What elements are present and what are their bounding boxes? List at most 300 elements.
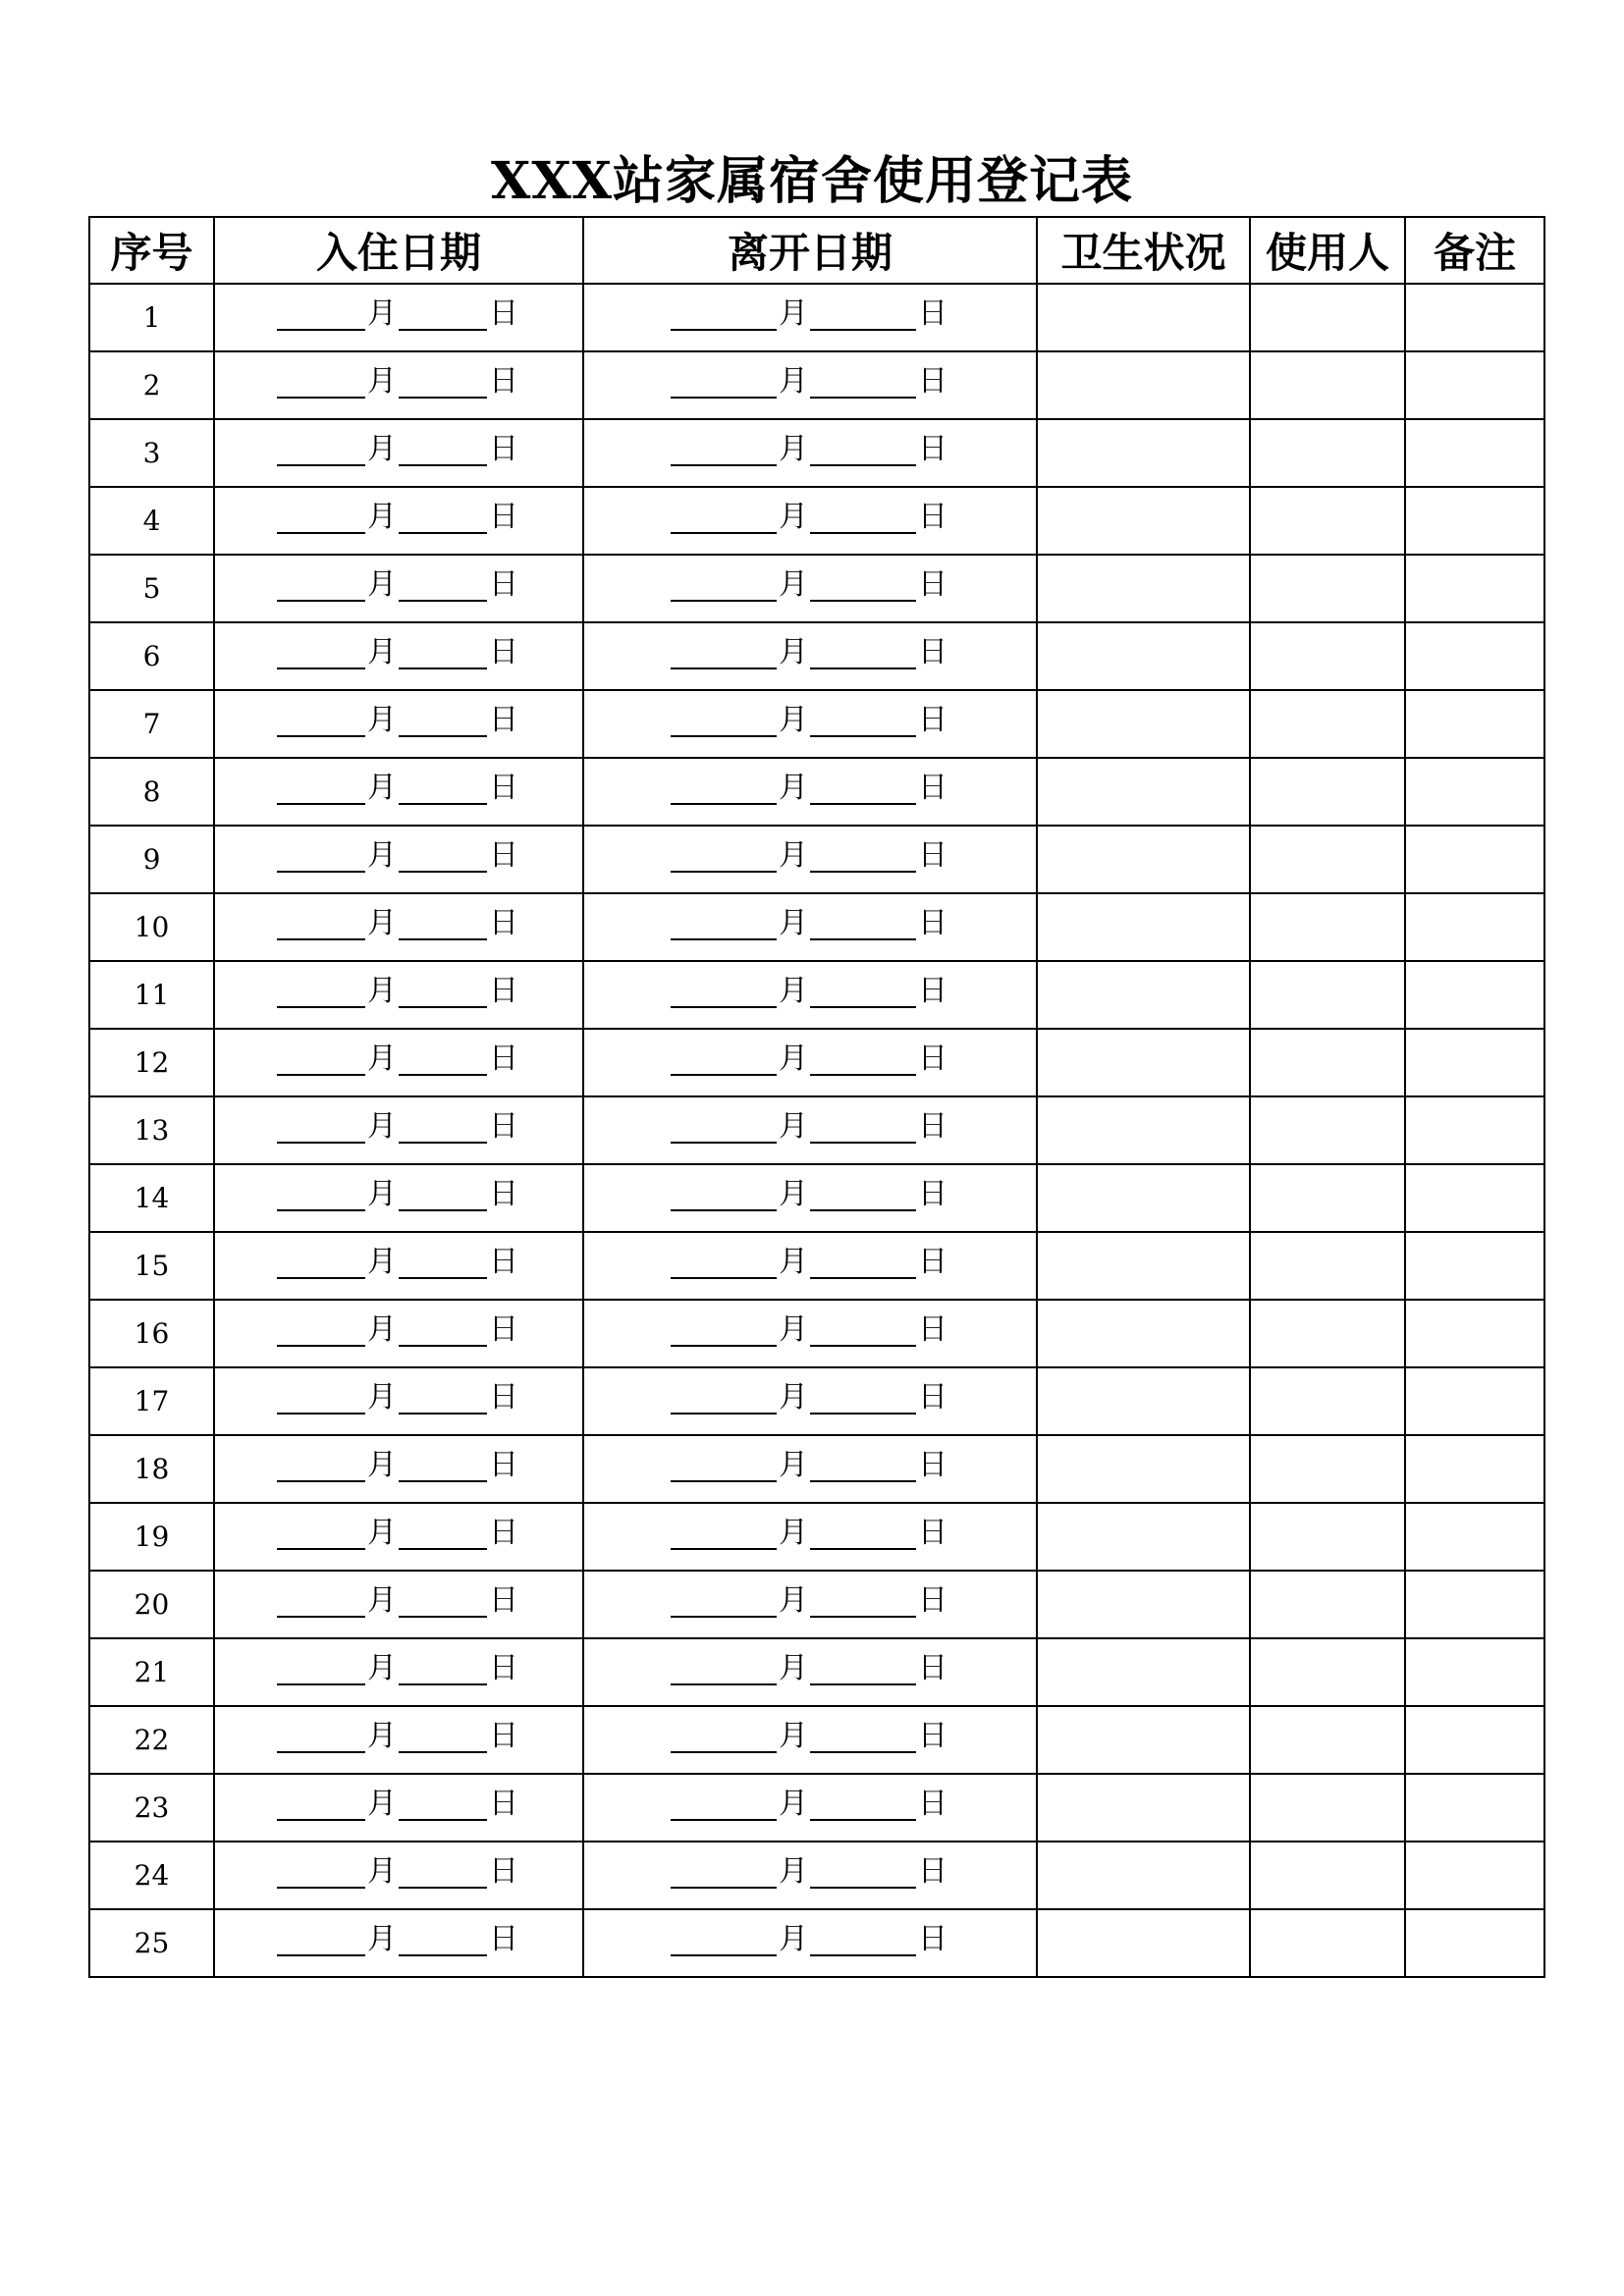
row-seq-number: 21 (89, 1638, 214, 1706)
user-cell[interactable] (1250, 826, 1405, 893)
checkin-date-cell[interactable] (214, 1435, 583, 1503)
checkin-date-cell[interactable] (214, 690, 583, 758)
user-cell[interactable] (1250, 1435, 1405, 1503)
day-blank[interactable] (399, 977, 487, 1008)
remarks-cell[interactable] (1405, 893, 1544, 961)
hygiene-cell[interactable] (1037, 1638, 1250, 1706)
day-label: 日 (918, 1245, 947, 1279)
checkout-date-cell[interactable] (583, 1300, 1037, 1367)
table-row (89, 1367, 1544, 1435)
row-seq-number: 11 (89, 961, 214, 1029)
user-cell[interactable] (1250, 961, 1405, 1029)
day-blank[interactable] (399, 1586, 487, 1618)
month-blank[interactable] (277, 503, 365, 534)
checkin-date-cell[interactable] (214, 1367, 583, 1435)
remarks-cell[interactable] (1405, 555, 1544, 622)
row-seq-number: 9 (89, 826, 214, 893)
month-label: 月 (367, 364, 397, 399)
day-blank[interactable] (399, 1451, 487, 1482)
remarks-cell[interactable] (1405, 1638, 1544, 1706)
checkin-date-cell[interactable] (214, 961, 583, 1029)
user-cell[interactable] (1250, 1638, 1405, 1706)
day-blank[interactable] (810, 1044, 916, 1076)
user-cell[interactable] (1250, 1774, 1405, 1842)
day-blank[interactable] (399, 774, 487, 805)
remarks-cell[interactable] (1405, 1909, 1544, 1977)
hygiene-cell[interactable] (1037, 351, 1250, 419)
day-label: 日 (489, 364, 518, 399)
day-blank[interactable] (810, 1112, 916, 1144)
month-blank[interactable] (277, 1586, 365, 1618)
month-blank[interactable] (277, 706, 365, 737)
day-blank[interactable] (810, 435, 916, 466)
day-blank[interactable] (810, 841, 916, 873)
month-blank[interactable] (277, 1451, 365, 1482)
month-label: 月 (779, 838, 808, 873)
checkout-date-cell[interactable] (583, 284, 1037, 351)
month-label: 月 (779, 1448, 808, 1482)
remarks-cell[interactable] (1405, 351, 1544, 419)
checkout-date-cell[interactable] (583, 1029, 1037, 1096)
row-seq-number: 10 (89, 893, 214, 961)
hygiene-cell[interactable] (1037, 284, 1250, 351)
hygiene-cell[interactable] (1037, 961, 1250, 1029)
hygiene-cell[interactable] (1037, 419, 1250, 487)
month-blank[interactable] (671, 435, 777, 466)
date-fill-in (671, 501, 949, 534)
user-cell[interactable] (1250, 1909, 1405, 1977)
checkin-date-cell[interactable] (214, 419, 583, 487)
date-fill-in (277, 975, 520, 1008)
day-blank[interactable] (399, 909, 487, 940)
day-blank[interactable] (810, 503, 916, 534)
month-blank[interactable] (671, 977, 777, 1008)
day-blank[interactable] (399, 367, 487, 399)
day-blank[interactable] (399, 1654, 487, 1685)
day-blank[interactable] (399, 1722, 487, 1753)
checkout-date-cell[interactable] (583, 758, 1037, 826)
day-label: 日 (918, 1448, 947, 1482)
month-blank[interactable] (277, 841, 365, 873)
hygiene-cell[interactable] (1037, 1300, 1250, 1367)
checkout-date-cell[interactable] (583, 1706, 1037, 1774)
checkin-date-cell[interactable] (214, 1909, 583, 1977)
checkin-date-cell[interactable] (214, 622, 583, 690)
user-cell[interactable] (1250, 419, 1405, 487)
day-label: 日 (489, 1516, 518, 1550)
day-blank[interactable] (399, 1044, 487, 1076)
checkin-date-cell[interactable] (214, 1029, 583, 1096)
checkin-date-cell[interactable] (214, 487, 583, 555)
month-blank[interactable] (277, 774, 365, 805)
month-blank[interactable] (671, 1383, 777, 1415)
date-fill-in (277, 1923, 520, 1956)
checkin-date-cell[interactable] (214, 1300, 583, 1367)
row-seq-number: 16 (89, 1300, 214, 1367)
day-label: 日 (918, 1041, 947, 1076)
checkout-date-cell[interactable] (583, 1367, 1037, 1435)
checkin-date-cell[interactable] (214, 1774, 583, 1842)
hygiene-cell[interactable] (1037, 1842, 1250, 1909)
date-fill-in (671, 636, 949, 669)
month-label: 月 (367, 1380, 397, 1415)
hygiene-cell[interactable] (1037, 1706, 1250, 1774)
user-cell[interactable] (1250, 1232, 1405, 1300)
month-blank[interactable] (277, 1925, 365, 1956)
month-blank[interactable] (277, 977, 365, 1008)
user-cell[interactable] (1250, 284, 1405, 351)
month-blank[interactable] (671, 503, 777, 534)
month-blank[interactable] (277, 1112, 365, 1144)
day-blank[interactable] (810, 1925, 916, 1956)
date-fill-in (277, 297, 520, 331)
day-blank[interactable] (810, 299, 916, 331)
month-label: 月 (367, 1719, 397, 1753)
month-blank[interactable] (671, 1112, 777, 1144)
day-blank[interactable] (810, 909, 916, 940)
month-blank[interactable] (277, 1857, 365, 1889)
checkin-date-cell[interactable] (214, 284, 583, 351)
checkin-date-cell[interactable] (214, 351, 583, 419)
month-blank[interactable] (671, 1315, 777, 1347)
day-label: 日 (489, 567, 518, 602)
month-blank[interactable] (671, 841, 777, 873)
checkout-date-cell[interactable] (583, 1842, 1037, 1909)
month-blank[interactable] (277, 1789, 365, 1821)
remarks-cell[interactable] (1405, 1367, 1544, 1435)
month-label: 月 (779, 906, 808, 940)
checkout-date-cell[interactable] (583, 1774, 1037, 1842)
row-seq-number: 17 (89, 1367, 214, 1435)
month-blank[interactable] (671, 638, 777, 669)
checkout-date-cell[interactable] (583, 893, 1037, 961)
hygiene-cell[interactable] (1037, 1164, 1250, 1232)
month-blank[interactable] (277, 1315, 365, 1347)
day-blank[interactable] (399, 435, 487, 466)
hygiene-cell[interactable] (1037, 826, 1250, 893)
checkin-date-cell[interactable] (214, 1842, 583, 1909)
month-blank[interactable] (671, 1722, 777, 1753)
date-fill-in (277, 1313, 520, 1347)
date-fill-in (277, 365, 520, 399)
day-blank[interactable] (810, 1789, 916, 1821)
user-cell[interactable] (1250, 690, 1405, 758)
remarks-cell[interactable] (1405, 1503, 1544, 1571)
day-blank[interactable] (399, 570, 487, 602)
hygiene-cell[interactable] (1037, 1909, 1250, 1977)
hygiene-cell[interactable] (1037, 1435, 1250, 1503)
checkout-date-cell[interactable] (583, 961, 1037, 1029)
row-seq-number: 25 (89, 1909, 214, 1977)
user-cell[interactable] (1250, 351, 1405, 419)
day-blank[interactable] (810, 1315, 916, 1347)
month-label: 月 (367, 500, 397, 534)
day-blank[interactable] (399, 841, 487, 873)
day-blank[interactable] (399, 503, 487, 534)
day-blank[interactable] (810, 1248, 916, 1279)
month-label: 月 (779, 1854, 808, 1889)
day-label: 日 (918, 1583, 947, 1618)
day-label: 日 (489, 1651, 518, 1685)
checkin-date-cell[interactable] (214, 826, 583, 893)
remarks-cell[interactable] (1405, 1164, 1544, 1232)
hygiene-cell[interactable] (1037, 758, 1250, 826)
month-label: 月 (367, 771, 397, 805)
day-blank[interactable] (399, 1112, 487, 1144)
day-blank[interactable] (399, 706, 487, 737)
user-cell[interactable] (1250, 893, 1405, 961)
month-blank[interactable] (671, 1044, 777, 1076)
remarks-cell[interactable] (1405, 1435, 1544, 1503)
date-fill-in (671, 1517, 949, 1550)
user-cell[interactable] (1250, 1503, 1405, 1571)
checkin-date-cell[interactable] (214, 1096, 583, 1164)
remarks-cell[interactable] (1405, 1300, 1544, 1367)
month-blank[interactable] (671, 1789, 777, 1821)
table-row (89, 961, 1544, 1029)
month-label: 月 (367, 1448, 397, 1482)
remarks-cell[interactable] (1405, 419, 1544, 487)
checkout-date-cell[interactable] (583, 1435, 1037, 1503)
month-blank[interactable] (671, 1519, 777, 1550)
month-blank[interactable] (277, 299, 365, 331)
day-label: 日 (918, 500, 947, 534)
checkout-date-cell[interactable] (583, 1164, 1037, 1232)
day-blank[interactable] (399, 1315, 487, 1347)
month-blank[interactable] (277, 367, 365, 399)
day-blank[interactable] (810, 1722, 916, 1753)
hygiene-cell[interactable] (1037, 487, 1250, 555)
month-blank[interactable] (277, 1044, 365, 1076)
table-row (89, 419, 1544, 487)
remarks-cell[interactable] (1405, 1842, 1544, 1909)
table-row (89, 1842, 1544, 1909)
user-cell[interactable] (1250, 1029, 1405, 1096)
user-cell[interactable] (1250, 1571, 1405, 1638)
month-blank[interactable] (671, 909, 777, 940)
day-blank[interactable] (399, 299, 487, 331)
day-blank[interactable] (399, 1789, 487, 1821)
hygiene-cell[interactable] (1037, 893, 1250, 961)
day-blank[interactable] (399, 1857, 487, 1889)
month-blank[interactable] (671, 1857, 777, 1889)
month-blank[interactable] (671, 1180, 777, 1211)
month-blank[interactable] (671, 570, 777, 602)
user-cell[interactable] (1250, 1842, 1405, 1909)
checkout-date-cell[interactable] (583, 487, 1037, 555)
day-blank[interactable] (810, 1654, 916, 1685)
checkin-date-cell[interactable] (214, 1706, 583, 1774)
day-blank[interactable] (810, 1451, 916, 1482)
table-row (89, 1503, 1544, 1571)
checkin-date-cell[interactable] (214, 555, 583, 622)
remarks-cell[interactable] (1405, 1706, 1544, 1774)
month-blank[interactable] (671, 1925, 777, 1956)
checkin-date-cell[interactable] (214, 1638, 583, 1706)
hygiene-cell[interactable] (1037, 1096, 1250, 1164)
month-label: 月 (779, 1583, 808, 1618)
date-fill-in (277, 772, 520, 805)
month-blank[interactable] (277, 1722, 365, 1753)
day-blank[interactable] (399, 1383, 487, 1415)
user-cell[interactable] (1250, 622, 1405, 690)
month-label: 月 (779, 1787, 808, 1821)
hygiene-cell[interactable] (1037, 1232, 1250, 1300)
day-blank[interactable] (810, 570, 916, 602)
remarks-cell[interactable] (1405, 961, 1544, 1029)
remarks-cell[interactable] (1405, 690, 1544, 758)
remarks-cell[interactable] (1405, 622, 1544, 690)
date-fill-in (671, 907, 949, 940)
checkout-date-cell[interactable] (583, 1096, 1037, 1164)
day-label: 日 (918, 296, 947, 331)
month-label: 月 (367, 1312, 397, 1347)
day-label: 日 (489, 1583, 518, 1618)
checkout-date-cell[interactable] (583, 1232, 1037, 1300)
hygiene-cell[interactable] (1037, 1029, 1250, 1096)
month-blank[interactable] (277, 1180, 365, 1211)
day-blank[interactable] (399, 1519, 487, 1550)
date-fill-in (277, 1855, 520, 1889)
month-blank[interactable] (277, 909, 365, 940)
checkout-date-cell[interactable] (583, 1571, 1037, 1638)
remarks-cell[interactable] (1405, 487, 1544, 555)
checkout-date-cell[interactable] (583, 622, 1037, 690)
hygiene-cell[interactable] (1037, 690, 1250, 758)
date-fill-in (671, 1449, 949, 1482)
hygiene-cell[interactable] (1037, 555, 1250, 622)
user-cell[interactable] (1250, 1300, 1405, 1367)
date-fill-in (277, 1381, 520, 1415)
checkout-date-cell[interactable] (583, 690, 1037, 758)
date-fill-in (671, 365, 949, 399)
day-blank[interactable] (810, 706, 916, 737)
hygiene-cell[interactable] (1037, 1367, 1250, 1435)
remarks-cell[interactable] (1405, 1096, 1544, 1164)
date-fill-in (671, 1788, 949, 1821)
user-cell[interactable] (1250, 1367, 1405, 1435)
day-label: 日 (489, 1109, 518, 1144)
table-row (89, 1232, 1544, 1300)
checkin-date-cell[interactable] (214, 758, 583, 826)
user-cell[interactable] (1250, 1096, 1405, 1164)
row-seq-number: 14 (89, 1164, 214, 1232)
checkin-date-cell[interactable] (214, 1503, 583, 1571)
day-blank[interactable] (810, 774, 916, 805)
month-blank[interactable] (277, 1383, 365, 1415)
checkout-date-cell[interactable] (583, 1909, 1037, 1977)
day-blank[interactable] (810, 367, 916, 399)
user-cell[interactable] (1250, 758, 1405, 826)
table-row (89, 351, 1544, 419)
date-fill-in (277, 568, 520, 602)
day-blank[interactable] (810, 1383, 916, 1415)
hygiene-cell[interactable] (1037, 1774, 1250, 1842)
checkin-date-cell[interactable] (214, 1164, 583, 1232)
day-blank[interactable] (810, 1519, 916, 1550)
remarks-cell[interactable] (1405, 758, 1544, 826)
month-label: 月 (367, 906, 397, 940)
month-blank[interactable] (277, 570, 365, 602)
user-cell[interactable] (1250, 1706, 1405, 1774)
checkin-date-cell[interactable] (214, 1571, 583, 1638)
day-blank[interactable] (399, 1248, 487, 1279)
month-blank[interactable] (671, 1451, 777, 1482)
month-blank[interactable] (277, 1654, 365, 1685)
checkout-date-cell[interactable] (583, 1503, 1037, 1571)
month-blank[interactable] (671, 774, 777, 805)
month-blank[interactable] (277, 1248, 365, 1279)
day-label: 日 (489, 1922, 518, 1956)
day-label: 日 (489, 1448, 518, 1482)
remarks-cell[interactable] (1405, 1774, 1544, 1842)
month-blank[interactable] (671, 367, 777, 399)
checkout-date-cell[interactable] (583, 351, 1037, 419)
date-fill-in (277, 839, 520, 873)
remarks-cell[interactable] (1405, 1232, 1544, 1300)
month-blank[interactable] (671, 299, 777, 331)
month-blank[interactable] (671, 1654, 777, 1685)
month-blank[interactable] (671, 1248, 777, 1279)
day-blank[interactable] (810, 977, 916, 1008)
table-row (89, 1029, 1544, 1096)
checkout-date-cell[interactable] (583, 555, 1037, 622)
col-header-hygiene: 卫生状况 (1037, 217, 1250, 284)
checkout-date-cell[interactable] (583, 826, 1037, 893)
date-fill-in (671, 1110, 949, 1144)
date-fill-in (671, 975, 949, 1008)
month-blank[interactable] (671, 1586, 777, 1618)
row-seq-number: 13 (89, 1096, 214, 1164)
date-fill-in (671, 1178, 949, 1211)
hygiene-cell[interactable] (1037, 1503, 1250, 1571)
col-header-remarks: 备注 (1405, 217, 1544, 284)
month-blank[interactable] (671, 706, 777, 737)
user-cell[interactable] (1250, 487, 1405, 555)
day-blank[interactable] (810, 1586, 916, 1618)
day-blank[interactable] (810, 1857, 916, 1889)
remarks-cell[interactable] (1405, 826, 1544, 893)
checkin-date-cell[interactable] (214, 1232, 583, 1300)
day-blank[interactable] (810, 638, 916, 669)
user-cell[interactable] (1250, 1164, 1405, 1232)
checkin-date-cell[interactable] (214, 893, 583, 961)
day-label: 日 (489, 1380, 518, 1415)
date-fill-in (671, 568, 949, 602)
remarks-cell[interactable] (1405, 1029, 1544, 1096)
month-blank[interactable] (277, 1519, 365, 1550)
remarks-cell[interactable] (1405, 284, 1544, 351)
day-blank[interactable] (399, 1925, 487, 1956)
row-seq-number: 5 (89, 555, 214, 622)
day-blank[interactable] (399, 638, 487, 669)
remarks-cell[interactable] (1405, 1571, 1544, 1638)
hygiene-cell[interactable] (1037, 1571, 1250, 1638)
date-fill-in (277, 1652, 520, 1685)
user-cell[interactable] (1250, 555, 1405, 622)
month-blank[interactable] (277, 435, 365, 466)
day-label: 日 (918, 1854, 947, 1889)
month-blank[interactable] (277, 638, 365, 669)
date-fill-in (277, 1788, 520, 1821)
hygiene-cell[interactable] (1037, 622, 1250, 690)
day-blank[interactable] (810, 1180, 916, 1211)
day-blank[interactable] (399, 1180, 487, 1211)
checkout-date-cell[interactable] (583, 419, 1037, 487)
day-label: 日 (918, 1922, 947, 1956)
date-fill-in (671, 772, 949, 805)
checkout-date-cell[interactable] (583, 1638, 1037, 1706)
